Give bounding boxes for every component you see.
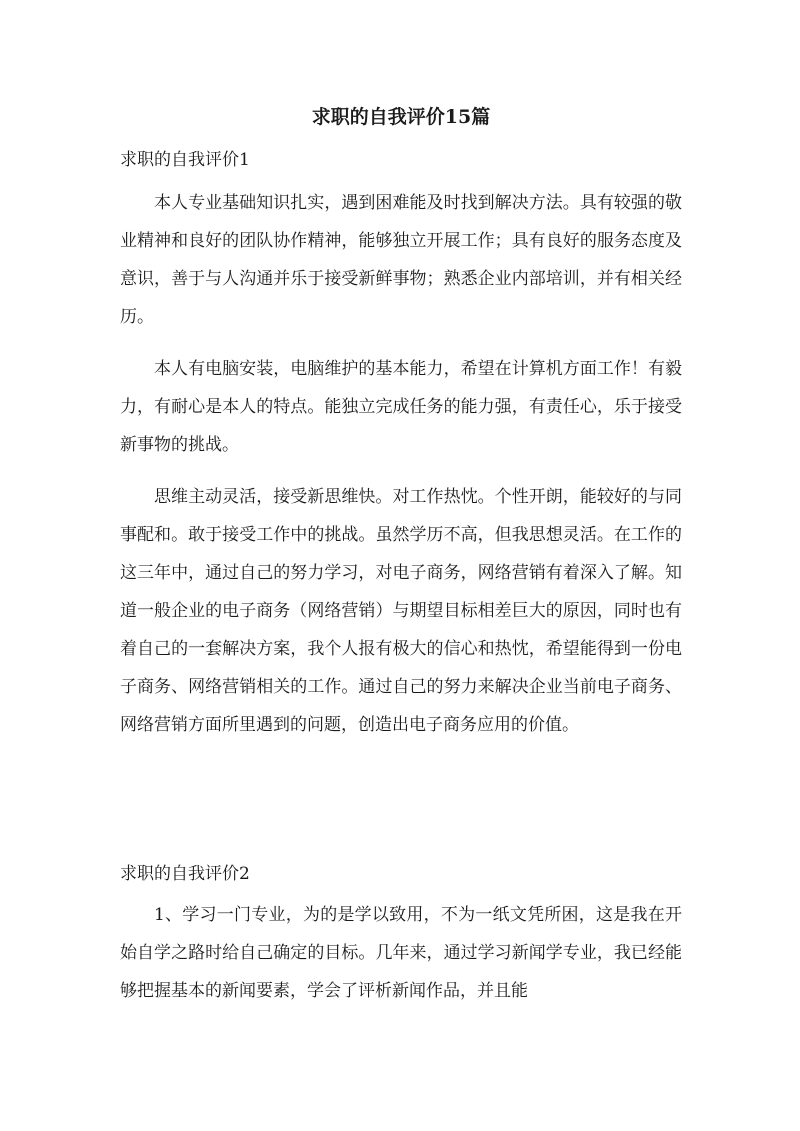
paragraph-1-3: 思维主动灵活，接受新思维快。对工作热忱。个性开朗，能较好的与同事配和。敢于接受工作中的挑战。虽然学历不高，但我思想灵活。在工作的这三年中，通过自己的努力学习，对电子商务，网络营销有着深入了解。知道一般企业的电子商务（网络营销）与期望目标相差巨大的原因，同时也有着自己的一套解决方案，我个人报有极大的信心和热忱，希望能得到一份电子商务、网络营销相关的工作。通过自己的努力来解决企业当前电子商务、网络营销方面所里遇到的问题，创造出电子商务应用的价值。 <box>120 487 682 735</box>
paragraph-1-1: 本人专业基础知识扎实，遇到困难能及时找到解决方法。具有较强的敬业精神和良好的团队协作精神，能够独立开展工作；具有良好的服务态度及意识，善于与人沟通并乐于接受新鲜事物；熟悉企业内部培训，并有相关经历。 <box>120 193 682 327</box>
paragraph-1-2: 本人有电脑安装，电脑维护的基本能力，希望在计算机方面工作！有毅力，有耐心是本人的特点。能独立完成任务的能力强，有责任心，乐于接受新事物的挑战。 <box>120 359 682 455</box>
document-title: 求职的自我评价15篇 <box>311 106 491 128</box>
section-heading-2: 求职的自我评价2 <box>120 864 250 884</box>
paragraph-2-1: 1、学习一门专业，为的是学以致用，不为一纸文凭所困，这是我在开始自学之路时给自己确定的目标。几年来，通过学习新闻学专业，我已经能够把握基本的新闻要素，学会了评析新闻作品，并且能 <box>120 905 682 1001</box>
section-heading-1: 求职的自我评价1 <box>120 150 250 170</box>
